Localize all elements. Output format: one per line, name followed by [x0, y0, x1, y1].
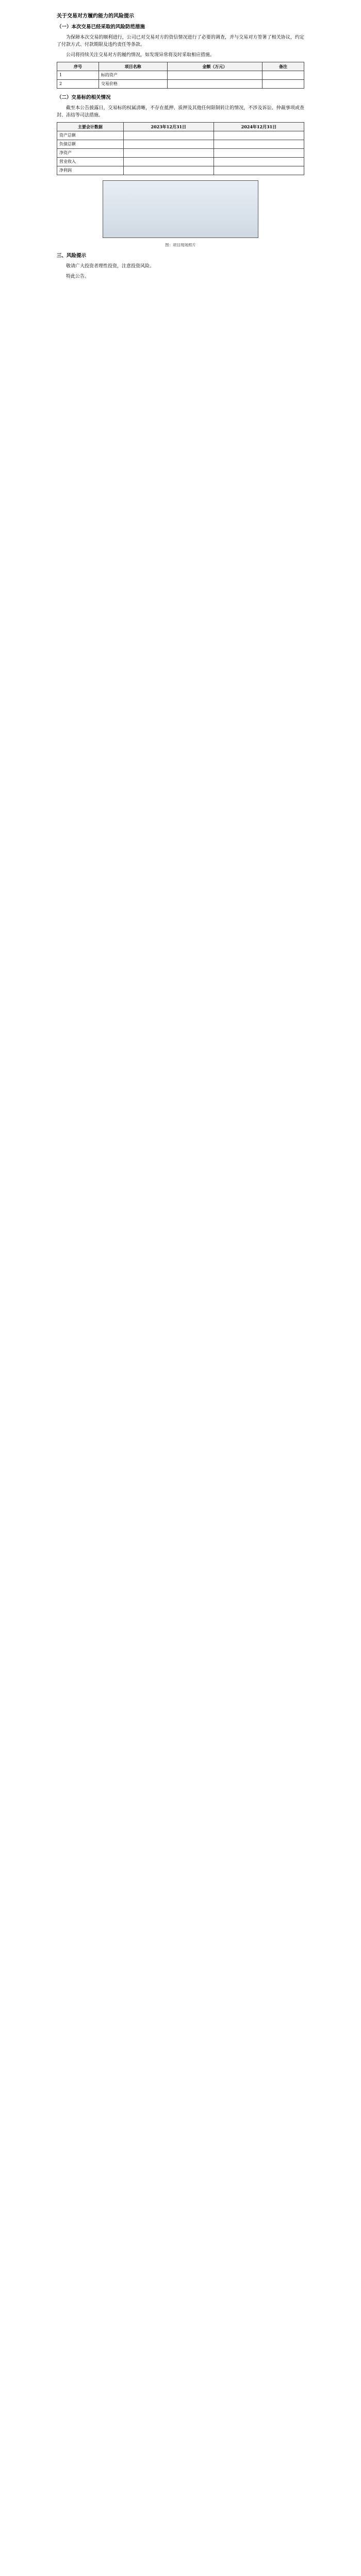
table-cell: 交易价格	[99, 80, 167, 89]
table-cell	[123, 140, 214, 149]
table-cell: 1	[57, 71, 99, 80]
table-cell: 负债总额	[57, 140, 124, 149]
table-row	[57, 158, 304, 166]
table-cell	[167, 80, 262, 89]
closing-heading: 三、风险提示	[57, 253, 87, 259]
table-cell: 标的资产	[99, 71, 167, 80]
table-cell: 2	[57, 80, 99, 89]
table-cell	[123, 149, 214, 158]
table-cell	[262, 71, 304, 80]
paragraph: 截至本公告披露日，交易标的权属清晰，不存在抵押、质押及其他任何限制转让的情况，不涉及诉讼、仲裁事项或查封、冻结等司法措施。	[57, 106, 304, 118]
table-header-cell: 项目名称	[99, 62, 167, 71]
paragraph: 公司将持续关注交易对方的履约情况，如发现异常将及时采取相应措施。	[66, 53, 215, 58]
closing-paragraph: 敬请广大投资者理性投资，注意投资风险。	[66, 264, 155, 269]
table-header-cell: 备注	[262, 62, 304, 71]
table-cell: 净利润	[57, 166, 124, 175]
table-cell	[167, 71, 262, 80]
table-header-cell: 2024年12月31日	[214, 123, 304, 131]
content-column	[57, 11, 304, 283]
table-header-cell: 2023年12月31日	[123, 123, 214, 131]
table-row	[57, 149, 304, 158]
embedded-photo	[103, 180, 258, 238]
table-row	[57, 80, 304, 89]
table-header-cell: 序号	[57, 62, 99, 71]
closing-paragraph: 特此公告。	[66, 274, 90, 279]
table-cell	[214, 140, 304, 149]
table-row	[57, 140, 304, 149]
table-cell	[214, 149, 304, 158]
section-heading: （二）交易标的相关情况	[57, 95, 111, 100]
table-cell: 营业收入	[57, 158, 124, 166]
table-cell	[123, 166, 214, 175]
table-2	[57, 122, 304, 175]
table-header-cell: 金额（万元）	[167, 62, 262, 71]
table-cell	[214, 158, 304, 166]
image-caption: 图：项目现场照片	[165, 243, 196, 247]
table-cell	[214, 166, 304, 175]
table-cell	[123, 131, 214, 140]
document-title: 关于交易对方履约能力的风险提示	[57, 13, 134, 19]
paragraph: 为保障本次交易的顺利进行，公司已对交易对方的资信情况进行了必要的调查，并与交易对方签署了相关协议，约定了付款方式、付款期限及违约责任等条款。	[57, 35, 304, 47]
table-1	[57, 62, 304, 89]
table-cell	[214, 131, 304, 140]
table-cell: 净资产	[57, 149, 124, 158]
table-cell: 资产总额	[57, 131, 124, 140]
table-row	[57, 71, 304, 80]
table-row	[57, 131, 304, 140]
table-cell	[123, 158, 214, 166]
section-heading: （一）本次交易已经采取的风险防范措施	[57, 24, 145, 30]
table-cell	[262, 80, 304, 89]
table-row	[57, 166, 304, 175]
table-header-cell: 主要会计数据	[57, 123, 124, 131]
